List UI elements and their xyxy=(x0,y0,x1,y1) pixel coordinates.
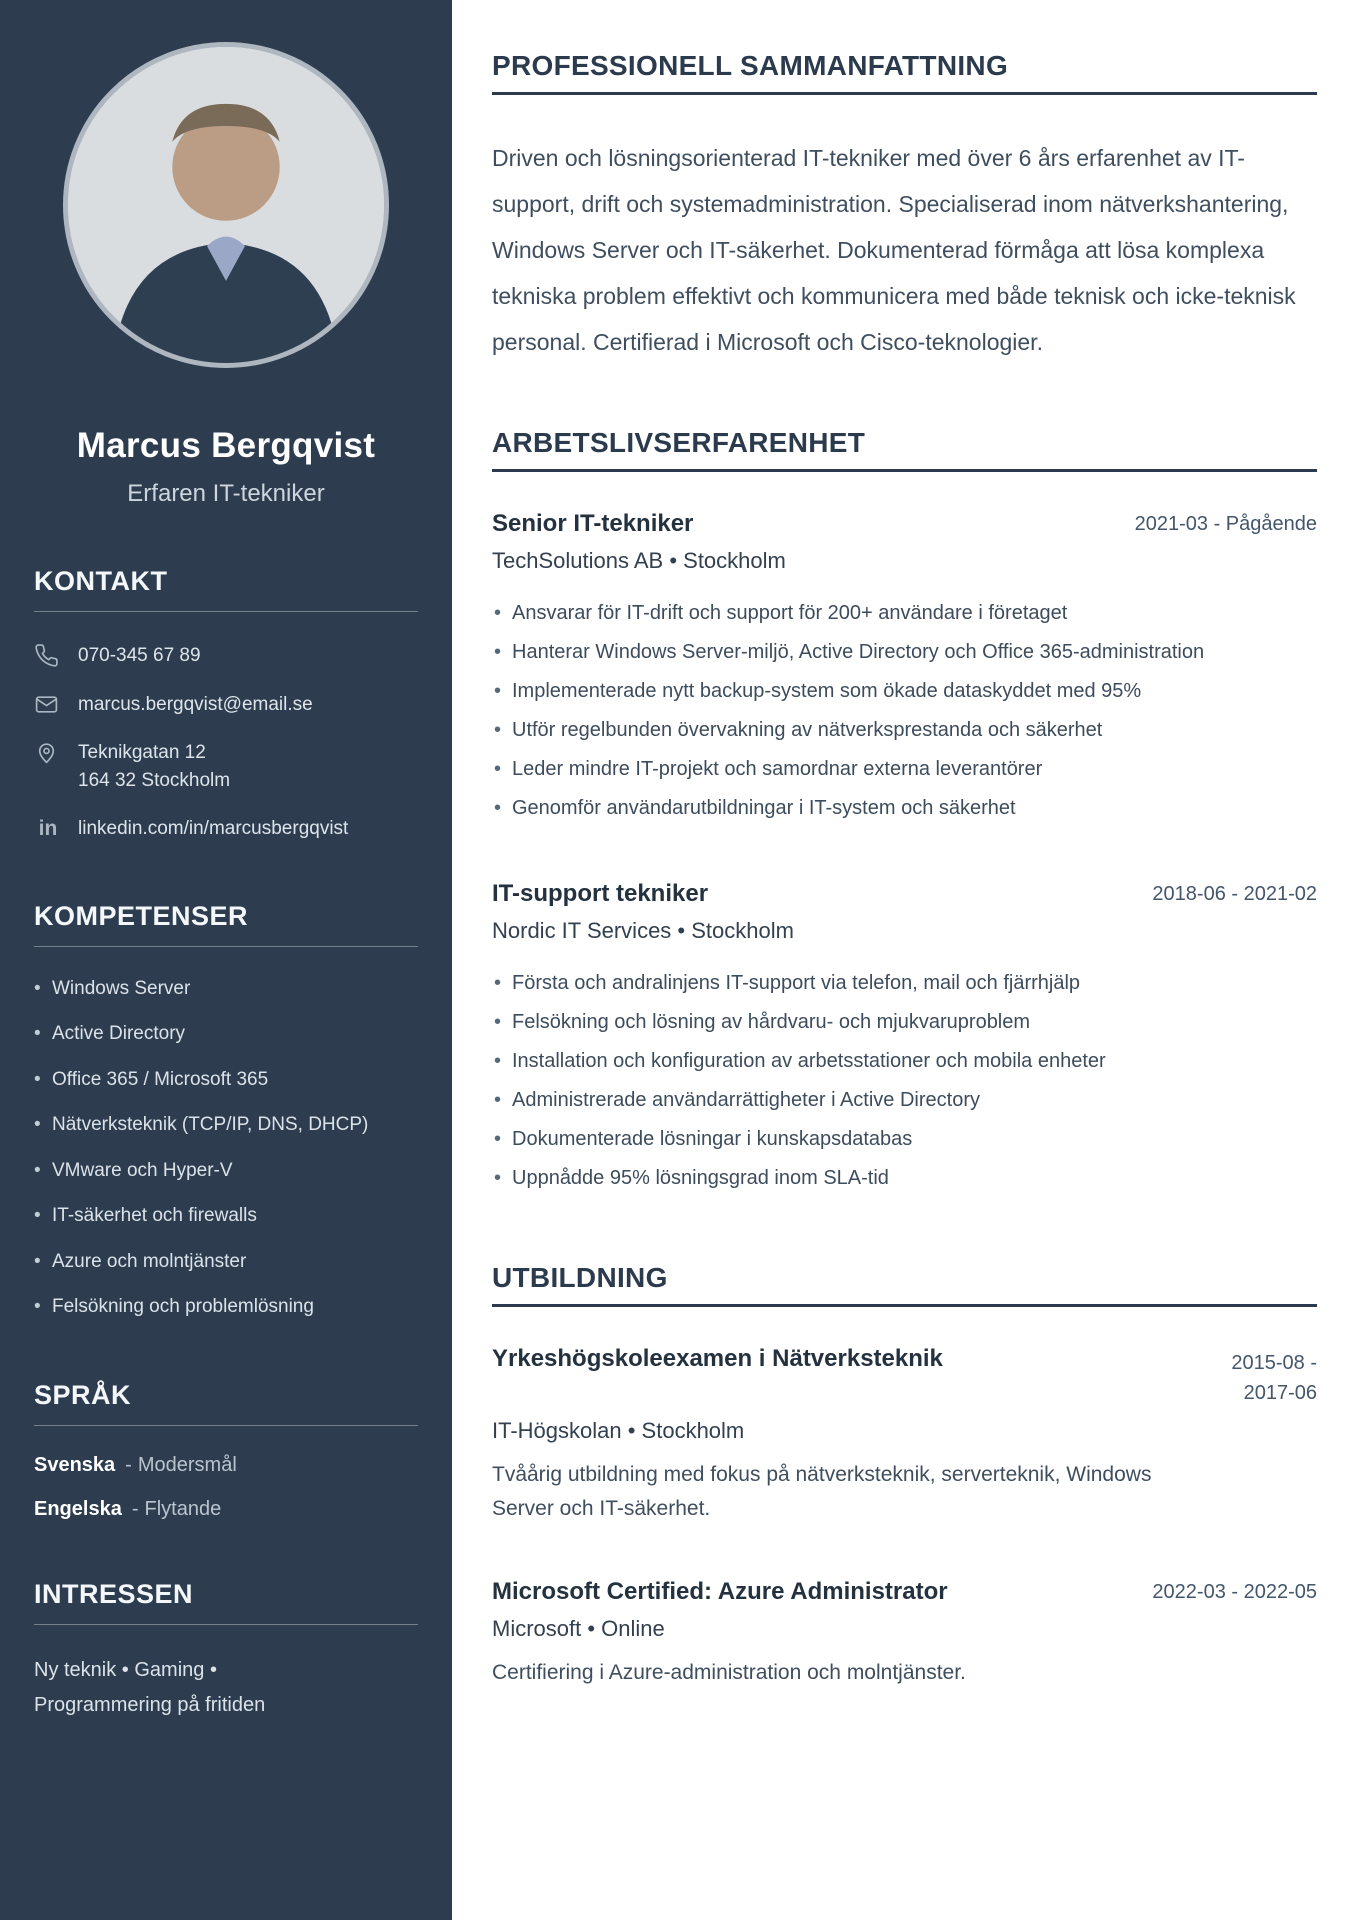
bullet-item: • Leder mindre IT-projekt och samordnar externa leverantörer xyxy=(492,750,1317,789)
bullet-item: • Felsökning och problemlösning xyxy=(34,1293,374,1322)
bullet-item: • Implementerade nytt backup-system som ökade dataskyddet med 95% xyxy=(492,672,1317,711)
person-name: Marcus Bergqvist xyxy=(76,426,376,465)
education-section xyxy=(492,1262,1317,1690)
main-content xyxy=(452,0,1357,1920)
contact-address-row xyxy=(34,739,418,794)
address-line1: Teknikgatan 12 xyxy=(78,742,206,764)
bullet-item: • Första och andralinjens IT-support via telefon, mail och fjärrhjälp xyxy=(492,964,1317,1003)
interests-section xyxy=(34,1579,418,1723)
bullet-item: • Dokumenterade lösningar i kunskapsdatabas xyxy=(492,1120,1317,1159)
bullet-item: • IT-säkerhet och firewalls xyxy=(34,1202,374,1231)
bullet-item: • Hanterar Windows Server-miljö, Active Directory och Office 365-administration xyxy=(492,633,1317,672)
location-pin-icon xyxy=(34,740,62,765)
job-entry xyxy=(492,880,1317,1198)
bullet-item: • Office 365 / Microsoft 365 xyxy=(34,1066,374,1095)
language-level: Modersmål xyxy=(137,1453,237,1476)
education-title: Yrkeshögskoleexamen i Nätverksteknik xyxy=(492,1345,943,1372)
education-heading: UTBILDNING xyxy=(492,1262,1317,1307)
education-date: 2022-03 - 2022-05 xyxy=(1152,1581,1317,1604)
phone-icon xyxy=(34,643,62,668)
bullet-item: • Active Directory xyxy=(34,1020,374,1049)
interests-heading: INTRESSEN xyxy=(34,1579,418,1625)
languages-heading: SPRÅK xyxy=(34,1380,418,1426)
linkedin-icon: in xyxy=(38,817,58,841)
person-role: Erfaren IT-tekniker xyxy=(127,480,325,507)
job-company: Nordic IT Services • Stockholm xyxy=(492,918,794,943)
bullet-item: • Uppnådde 95% lösningsgrad inom SLA-tid xyxy=(492,1159,1317,1198)
bullet-item: • Nätverksteknik (TCP/IP, DNS, DHCP) xyxy=(34,1111,374,1140)
experience-section xyxy=(492,427,1317,1198)
education-description: Certifiering i Azure-administration och molntjänster. xyxy=(492,1661,966,1685)
address-line2: 164 32 Stockholm xyxy=(78,769,231,791)
language-level: Flytande xyxy=(144,1497,222,1520)
language-row xyxy=(34,1498,418,1521)
job-date: 2021-03 - Pågående xyxy=(1134,513,1317,535)
language-name: Engelska xyxy=(34,1497,122,1520)
education-entry xyxy=(492,1578,1317,1690)
education-school: IT-Högskolan • Stockholm xyxy=(492,1418,745,1443)
job-company: TechSolutions AB • Stockholm xyxy=(492,548,786,573)
contact-phone-row xyxy=(34,642,418,670)
education-description: Tvåårig utbildning med fokus på nätverksteknik, serverteknik, Windows Server och IT-säkerhet. xyxy=(492,1463,1152,1521)
skills-section xyxy=(34,901,418,1322)
languages-section xyxy=(34,1380,418,1521)
profile-photo xyxy=(63,42,389,368)
education-date: 2015-08 - 2017-06 xyxy=(1231,1352,1317,1404)
job-title: IT-support tekniker xyxy=(492,880,709,907)
bullet-item: • Windows Server xyxy=(34,975,374,1004)
contact-linkedin-row xyxy=(34,815,418,843)
language-separator: - xyxy=(125,1453,132,1476)
contact-heading: KONTAKT xyxy=(34,566,418,612)
skills-list xyxy=(34,975,418,1322)
education-entry xyxy=(492,1345,1317,1526)
job-date: 2018-06 - 2021-02 xyxy=(1152,883,1317,905)
portrait-placeholder-image xyxy=(68,47,384,363)
contact-email-row xyxy=(34,691,418,719)
summary-section xyxy=(492,50,1317,365)
linkedin-value: linkedin.com/in/marcusbergqvist xyxy=(78,818,349,840)
bullet-item: • Azure och molntjänster xyxy=(34,1248,374,1277)
summary-heading: PROFESSIONELL SAMMANFATTNING xyxy=(492,50,1317,95)
sidebar xyxy=(0,0,452,1920)
bullet-item: • Genomför användarutbildningar i IT-system och säkerhet xyxy=(492,789,1317,828)
skills-heading: KOMPETENSER xyxy=(34,901,418,947)
contact-section xyxy=(34,566,418,843)
bullet-item: • VMware och Hyper-V xyxy=(34,1157,374,1186)
language-row xyxy=(34,1454,418,1477)
bullet-item: • Installation och konfiguration av arbetsstationer och mobila enheter xyxy=(492,1042,1317,1081)
bullet-item: • Ansvarar för IT-drift och support för 200+ användare i företaget xyxy=(492,594,1317,633)
email-value: marcus.bergqvist@email.se xyxy=(78,693,313,715)
job-bullet-list xyxy=(492,964,1317,1198)
job-bullet-list xyxy=(492,594,1317,828)
language-name: Svenska xyxy=(34,1453,116,1476)
job-title: Senior IT-tekniker xyxy=(492,510,694,537)
envelope-icon xyxy=(34,692,62,717)
experience-heading: ARBETSLIVSERFARENHET xyxy=(492,427,1317,472)
summary-text: Driven och lösningsorienterad IT-tekniker med över 6 års erfarenhet av IT-support, drift och systemadministration. Specialiserad inom nätverkshantering, Windows Server och IT-säkerhet. Dokumenterad förmåga att lösa komplexa tekniska problem effektivt och kommunicera med både teknisk och icke-teknisk personal. Certifierad i Microsoft och Cisco-teknologier. xyxy=(492,145,1296,355)
bullet-item: • Administrerade användarrättigheter i Active Directory xyxy=(492,1081,1317,1120)
education-title: Microsoft Certified: Azure Administrator xyxy=(492,1578,948,1606)
bullet-item: • Utför regelbunden övervakning av nätverksprestanda och säkerhet xyxy=(492,711,1317,750)
education-school: Microsoft • Online xyxy=(492,1616,665,1642)
job-entry xyxy=(492,510,1317,828)
language-separator: - xyxy=(131,1497,139,1520)
interests-text: Ny teknik • Gaming • Programmering på fritiden xyxy=(34,1658,266,1716)
bullet-item: • Felsökning och lösning av hårdvaru- och mjukvaruproblem xyxy=(492,1003,1317,1042)
phone-value: 070-345 67 89 xyxy=(78,645,201,666)
address-value xyxy=(78,739,230,794)
